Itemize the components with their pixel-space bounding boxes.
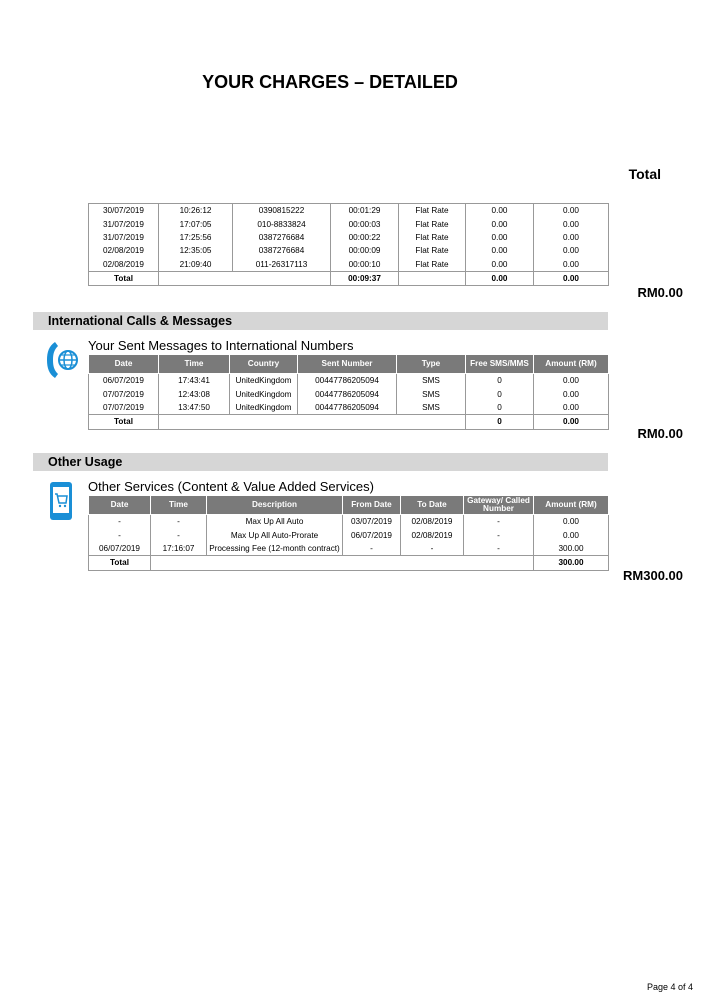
table-cell: Flat Rate — [399, 204, 466, 218]
international-subtitle: Your Sent Messages to International Numbers — [88, 338, 354, 353]
table-cell: UnitedKingdom — [230, 387, 298, 400]
table-cell: 00:01:29 — [331, 204, 399, 218]
table-total-row — [89, 556, 609, 570]
table-cell: SMS — [397, 387, 466, 400]
empty-cell — [151, 556, 534, 570]
table-cell: 00447786205094 — [298, 374, 397, 388]
table-cell: 0.00 — [534, 244, 609, 257]
column-header: From Date — [343, 496, 401, 515]
total-amount: 0.00 — [534, 415, 609, 429]
table-cell: 0.00 — [466, 244, 534, 257]
total-duration: 00:09:37 — [331, 271, 399, 285]
table-cell: 06/07/2019 — [89, 374, 159, 388]
table-cell: Flat Rate — [399, 231, 466, 244]
table-cell: Processing Fee (12-month contract) — [207, 542, 343, 556]
column-header: To Date — [401, 496, 464, 515]
table-cell: 02/08/2019 — [89, 258, 159, 272]
table-cell: - — [89, 515, 151, 529]
table-cell: SMS — [397, 374, 466, 388]
table-cell: 00447786205094 — [298, 401, 397, 415]
table-row — [89, 387, 609, 400]
table-cell: 0390815222 — [233, 204, 331, 218]
table-cell: 31/07/2019 — [89, 217, 159, 230]
table-cell: - — [464, 515, 534, 529]
table-cell: 0.00 — [534, 258, 609, 272]
table-cell: 10:26:12 — [159, 204, 233, 218]
table-cell: - — [89, 528, 151, 541]
table-cell: 0387276684 — [233, 244, 331, 257]
table-cell: 31/07/2019 — [89, 231, 159, 244]
table-cell: 00:00:09 — [331, 244, 399, 257]
table-cell: - — [151, 528, 207, 541]
column-header: Date — [89, 355, 159, 374]
section-international: International Calls & Messages — [33, 312, 608, 330]
table-cell: 0.00 — [534, 515, 609, 529]
table-cell: Flat Rate — [399, 244, 466, 257]
column-header: Description — [207, 496, 343, 515]
empty-cell — [399, 271, 466, 285]
table-row — [89, 258, 609, 272]
table-cell: 011-26317113 — [233, 258, 331, 272]
table-cell: 12:43:08 — [159, 387, 230, 400]
table-cell: 0.00 — [466, 258, 534, 272]
table-row — [89, 542, 609, 556]
table-total-row — [89, 415, 609, 429]
table-cell: 010-8833824 — [233, 217, 331, 230]
total-label: Total — [89, 271, 159, 285]
table-cell: - — [401, 542, 464, 556]
table-cell: - — [151, 515, 207, 529]
table-cell: 12:35:05 — [159, 244, 233, 257]
table-cell: 00:00:03 — [331, 217, 399, 230]
total-col6: 0.00 — [466, 271, 534, 285]
column-header: Time — [151, 496, 207, 515]
total-column-heading: Total — [628, 166, 661, 182]
table-cell: 0.00 — [466, 217, 534, 230]
table-row — [89, 515, 609, 529]
total-free: 0 — [466, 415, 534, 429]
table-row — [89, 217, 609, 230]
table-cell: UnitedKingdom — [230, 374, 298, 388]
table-cell: 13:47:50 — [159, 401, 230, 415]
table-cell: 17:16:07 — [151, 542, 207, 556]
table-cell: 00:00:10 — [331, 258, 399, 272]
table-cell: 0.00 — [534, 528, 609, 541]
table-cell: UnitedKingdom — [230, 401, 298, 415]
table-row — [89, 244, 609, 257]
table-cell: 00447786205094 — [298, 387, 397, 400]
table-row — [89, 204, 609, 218]
page-number: Page 4 of 4 — [646, 982, 693, 992]
calls-table — [88, 203, 609, 286]
table-cell: Flat Rate — [399, 258, 466, 272]
column-header: Sent Number — [298, 355, 397, 374]
total-label: Total — [89, 556, 151, 570]
phone-globe-icon — [45, 340, 81, 385]
table-cell: 0.00 — [534, 374, 609, 388]
table-row — [89, 231, 609, 244]
table-cell: 0.00 — [466, 204, 534, 218]
total-amount: 300.00 — [534, 556, 609, 570]
table-cell: 02/08/2019 — [89, 244, 159, 257]
table-cell: - — [464, 542, 534, 556]
column-header: Date — [89, 496, 151, 515]
table-cell: SMS — [397, 401, 466, 415]
table-cell: 03/07/2019 — [343, 515, 401, 529]
table-cell: 0.00 — [534, 217, 609, 230]
table-cell: 06/07/2019 — [343, 528, 401, 541]
table-total-row — [89, 271, 609, 285]
table-cell: 300.00 — [534, 542, 609, 556]
table-cell: - — [464, 528, 534, 541]
other-services-table — [88, 495, 609, 571]
table-cell: 02/08/2019 — [401, 515, 464, 529]
table-cell: 00:00:22 — [331, 231, 399, 244]
column-header: Gateway/ Called Number — [464, 496, 534, 515]
total-label: Total — [89, 415, 159, 429]
table-cell: - — [343, 542, 401, 556]
calls-grand-total: RM0.00 — [637, 285, 683, 300]
table-cell: 0.00 — [534, 387, 609, 400]
empty-cell — [159, 271, 331, 285]
international-grand-total: RM0.00 — [637, 426, 683, 441]
table-cell: Max Up All Auto-Prorate — [207, 528, 343, 541]
other-subtitle: Other Services (Content & Value Added Services) — [88, 479, 374, 494]
table-cell: 0 — [466, 374, 534, 388]
table-cell: 0387276684 — [233, 231, 331, 244]
table-cell: 30/07/2019 — [89, 204, 159, 218]
table-cell: 17:07:05 — [159, 217, 233, 230]
column-header: Country — [230, 355, 298, 374]
table-cell: 0.00 — [466, 231, 534, 244]
column-header: Amount (RM) — [534, 496, 609, 515]
table-cell: 0 — [466, 401, 534, 415]
section-other-usage: Other Usage — [33, 453, 608, 471]
table-cell: 0 — [466, 387, 534, 400]
table-cell: 17:25:56 — [159, 231, 233, 244]
table-row — [89, 374, 609, 388]
table-cell: 0.00 — [534, 204, 609, 218]
table-cell: 0.00 — [534, 401, 609, 415]
empty-cell — [159, 415, 466, 429]
column-header: Amount (RM) — [534, 355, 609, 374]
column-header: Type — [397, 355, 466, 374]
table-cell: 02/08/2019 — [401, 528, 464, 541]
mobile-cart-icon — [49, 481, 73, 526]
table-cell: Flat Rate — [399, 217, 466, 230]
table-cell: 07/07/2019 — [89, 401, 159, 415]
page-title: YOUR CHARGES – DETAILED — [202, 72, 458, 92]
international-table — [88, 354, 609, 430]
table-row — [89, 401, 609, 415]
column-header: Free SMS/MMS — [466, 355, 534, 374]
table-cell: 0.00 — [534, 231, 609, 244]
table-cell: 06/07/2019 — [89, 542, 151, 556]
column-header: Time — [159, 355, 230, 374]
total-amount: 0.00 — [534, 271, 609, 285]
table-cell: 07/07/2019 — [89, 387, 159, 400]
table-cell: 21:09:40 — [159, 258, 233, 272]
table-cell: 17:43:41 — [159, 374, 230, 388]
table-row — [89, 528, 609, 541]
table-cell: Max Up All Auto — [207, 515, 343, 529]
other-grand-total: RM300.00 — [623, 568, 683, 583]
